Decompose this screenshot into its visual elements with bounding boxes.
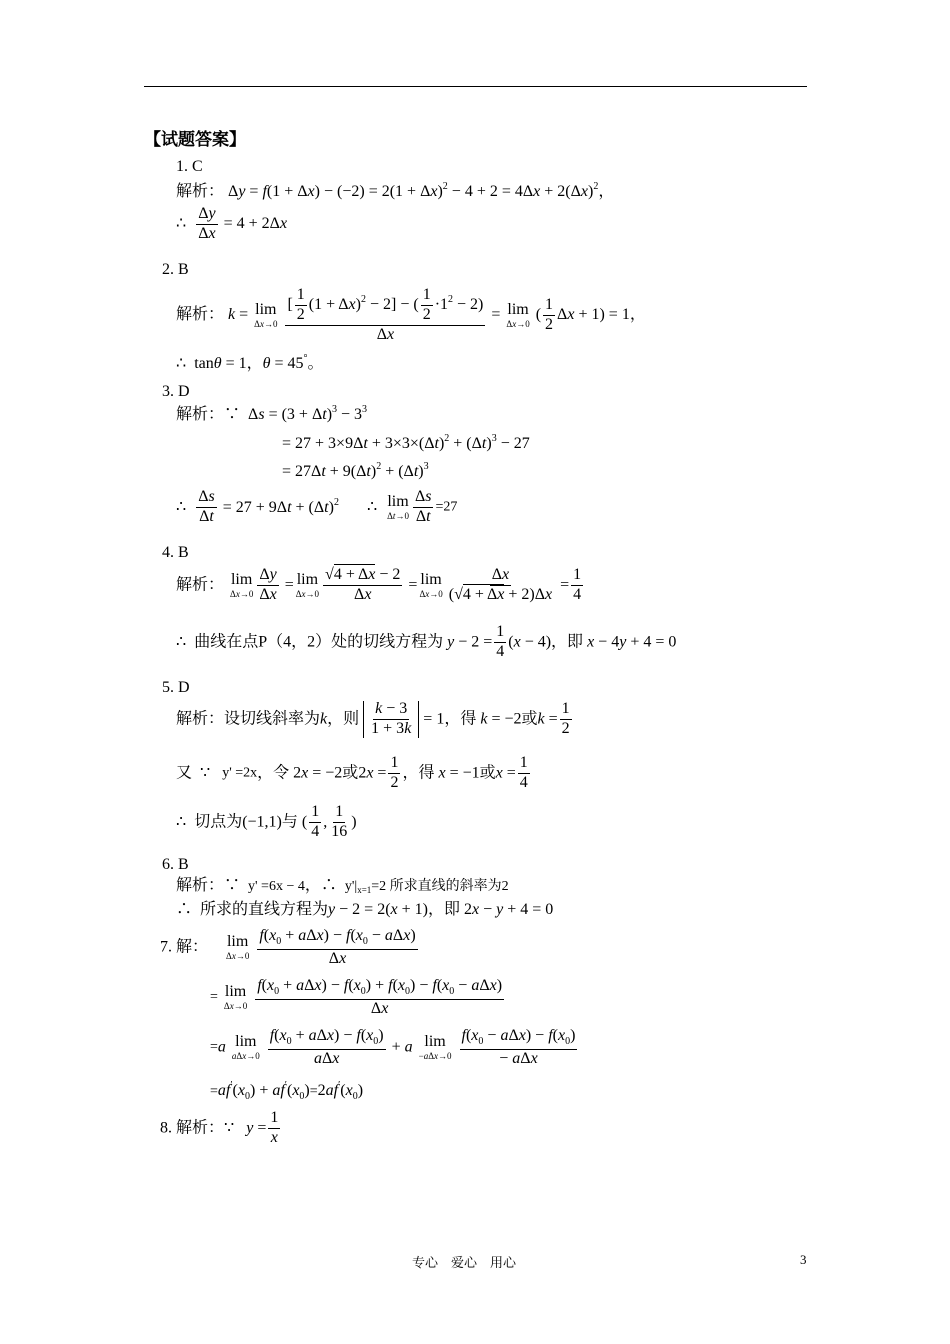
q1-answer: 1. C <box>176 158 203 175</box>
q7-line4: $=af'(x_0) + af'(x_0)=2af'(x_0)$ <box>210 1080 364 1103</box>
q4-answer: 4. B <box>162 544 189 561</box>
q3-line3: = $27\Delta t + 9(\Delta t)^2 + (\Delta t)^3$ <box>282 461 429 480</box>
q3-line4: ∴ $\frac{\Delta s}{\Delta t}$ = $27 + 9\Delta t + (\Delta t)^2$ ∴ lim Δt→0 $\frac{\Delta s}{\Delta t}$ =27 <box>176 488 458 525</box>
footer-text: 专心 爱心 用心 <box>412 1255 517 1270</box>
q3-line1: 解析：∵ $\Delta s = (3 + \Delta t)^3 - 3^3$ <box>176 404 368 423</box>
q5-answer: 5. D <box>162 679 190 696</box>
q5-line1: 解析：设切线斜率为k，则 $\frac{k - 3}{1 + 3k}$ = 1，得 k = −2或k = $\frac{1}{2}$ <box>176 700 570 737</box>
q7-line1: 7. 解： lim Δx→0 $\frac{f(x_0 + a\Delta x) - f(x_0 - a\Delta x)}{\Delta x}$ <box>160 927 416 967</box>
q3-line2: = $27 + 3\times 9\Delta t + 3\times 3\times(\Delta t)^2 + (\Delta t)^3 - 27$ <box>282 433 530 452</box>
q6-line2: ∴ 所求的直线方程为y − 2 = 2(x + 1)，即 2x − y + 4 = 0 <box>176 901 554 918</box>
header-rule <box>144 86 807 87</box>
q6-line1: 解析：∵ y' =6x − 4，∴ y'|x=1=2 所求直线的斜率为2 <box>176 877 509 895</box>
q2-answer: 2. B <box>162 261 189 278</box>
q4-line2: ∴ 曲线在点P（4，2）处的切线方程为 y − 2 = $\frac{1}{4}$ (x − 4)，即 x − 4y + 4 = 0 <box>176 623 677 660</box>
q5-line2: 又 ∵ y' =2x，令 2x = −2或2x = $\frac{1}{2}$ ，得 x = −1或x = $\frac{1}{4}$ <box>176 754 528 791</box>
q1-line2: ∴ $\frac{\Delta y}{\Delta x}$ = 4 + 2Δx <box>176 205 288 242</box>
q3-answer: 3. D <box>162 383 190 400</box>
section-title: 【试题答案】 <box>144 130 246 149</box>
q4-line1: 解析： lim Δx→0 $\frac{\Delta y}{\Delta x}$ = lim Δx→0 $\frac{√4 + \Delta x - 2}{\Delta x}$ = lim Δx→0 $\frac{\Delta x}{(√4 + \Delta x + 2)\Delta x}$ = $\frac{1}{4}$ <box>176 566 582 603</box>
q7-line2: = lim Δx→0 $\frac{f(x_0 + a\Delta x) - f(x_0) + f(x_0) - f(x_0 - a\Delta x)}{\Delta x}$ <box>210 977 503 1017</box>
page-number: 3 <box>800 1252 807 1267</box>
q2-line1: 解析： k = lim Δx→0 [ $\frac{1}{2}$ $(1 + \Delta x)^2 - 2$] − ( $\frac{1}{2}$ $\cdot 1^2 - 2$) Δx = lim Δx→0 ( $\frac{1}{2}$ Δx + 1) = 1， <box>176 286 646 343</box>
q2-line2: ∴ tanθ = 1，θ = 45°。 <box>176 353 324 372</box>
q7-line3: =a lim aΔx→0 $\frac{f(x_0 + a\Delta x) - f(x_0)}{\text{aΔx}}$ + a lim −aΔx→0 $\frac{f(x_0 - a\Delta x) - f(x_0)}{\text{− aΔx}}$ <box>210 1027 576 1067</box>
q6-answer: 6. B <box>162 856 189 873</box>
q1-line1: 解析： $\Delta y = f(1 + \Delta x) - (-2) = 2(1 + \Delta x)^2 - 4 + 2 = 4\Delta x + 2(\Delta x)^2$， <box>176 181 615 200</box>
q5-line3: ∴ 切点为(−1,1)与 ( $\frac{1}{4}$ , $\frac{1}{16}$ ) <box>176 803 357 840</box>
q8-line1: 8. 解析：∵ y = $\frac{1}{x}$ <box>160 1109 279 1146</box>
